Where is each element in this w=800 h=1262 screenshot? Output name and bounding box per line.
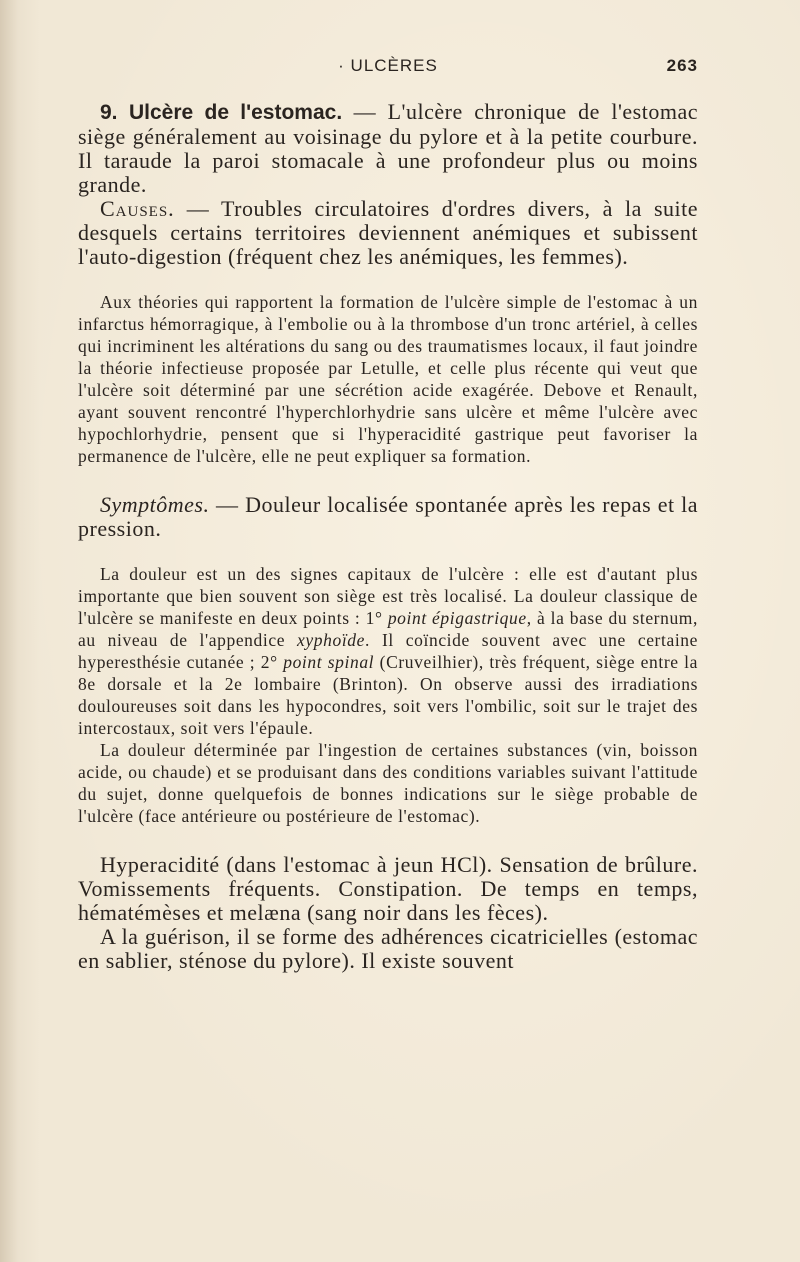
causes-text: — Troubles circulatoires d'ordres divers, à la suite desquels certains territoires deviennent anémiques et subissent l'auto-digestion (fréquent chez les anémiques, les femmes). [78,196,698,269]
running-title: · ULCÈRES [338,56,438,75]
hyperacidite-paragraph: Hyperacidité (dans l'estomac à jeun HCl). Sensation de brûlure. Vomissements fréquents. Constipation. De temps en temps, hématémèses et melæna (sang noir dans les fèces). [78,852,698,925]
point-epigastrique: point épigastrique [387,608,527,628]
guerison-paragraph: A la guérison, il se forme des adhérences cicatricielles (estomac en sablier, sténose du pylore). Il existe souvent [78,924,698,973]
section-title: Ulcère de l'estomac. [128,101,343,124]
point-spinal: point spinal [283,652,375,672]
theories-paragraph: Aux théories qui rapportent la formation de l'ulcère simple de l'estomac à un infarctus hémorragique, à l'embolie ou à la thrombose d'un tronc artériel, à celles qui incriminent les altérations du sang ou des traumatismes locaux, il faut joindre la théorie infectieuse proposée par Letulle, et celle plus récente qui veut que l'ulcère soit déterminé par une sécrétion acide exagérée. Debove et Renault, ayant souvent rencontré l'hyperchlorhydrie sans ulcère et même l'ulcère avec hypochlorhydrie, pensent que si l'hyperacidité gastrique peut favoriser la permanence de l'ulcère, elle ne peut expliquer sa formation. [78,292,698,466]
symptomes-label: Symptômes. [100,492,210,517]
page-number: 263 [666,56,698,75]
section-intro-paragraph [78,100,698,197]
causes-label: Causes. [100,196,175,221]
running-header [78,52,698,82]
book-page [78,52,698,973]
section-number: 9. [100,101,118,124]
symptomes-paragraph [78,493,698,541]
douleur-paragraph-2: La douleur déterminée par l'ingestion de certaines substances (vin, boisson acide, ou chaude) et se produisant dans des conditions variables suivant l'attitude du sujet, donne quelquefois de bonnes indications sur le siège probable de l'ulcère (face antérieure ou postérieure de l'estomac). [78,740,698,826]
section-intro-text: — L'ulcère chronique de l'estomac siège généralement au voisinage du pylore et à la petite courbure. Il taraude la paroi stomacale à une profondeur plus ou moins grande. [78,99,698,197]
symptomes-text: — Douleur localisée spontanée après les repas et la pression. [78,492,698,541]
causes-paragraph [78,197,698,269]
xyphoide-term: xyphoïde [297,630,366,650]
douleur-paragraph-1: La douleur est un des signes capitaux de l'ulcère : elle est d'autant plus importante que bien souvent son siège est très localisé. La douleur classique de l'ulcère se manifeste en deux points : 1° point épigastrique, à la base du sternum, au niveau de l'appendice xyphoïde. Il coïncide souvent avec une certaine hyperesthésie cutanée ; 2° point spinal (Cruveilhier), très fréquent, siège entre la 8e dorsale et la 2e lombaire (Brinton). On observe aussi des irradiations douloureuses soit dans les hypocondres, soit vers l'ombilic, soit sur le trajet des intercostaux, soit vers l'épaule. [78,564,698,738]
